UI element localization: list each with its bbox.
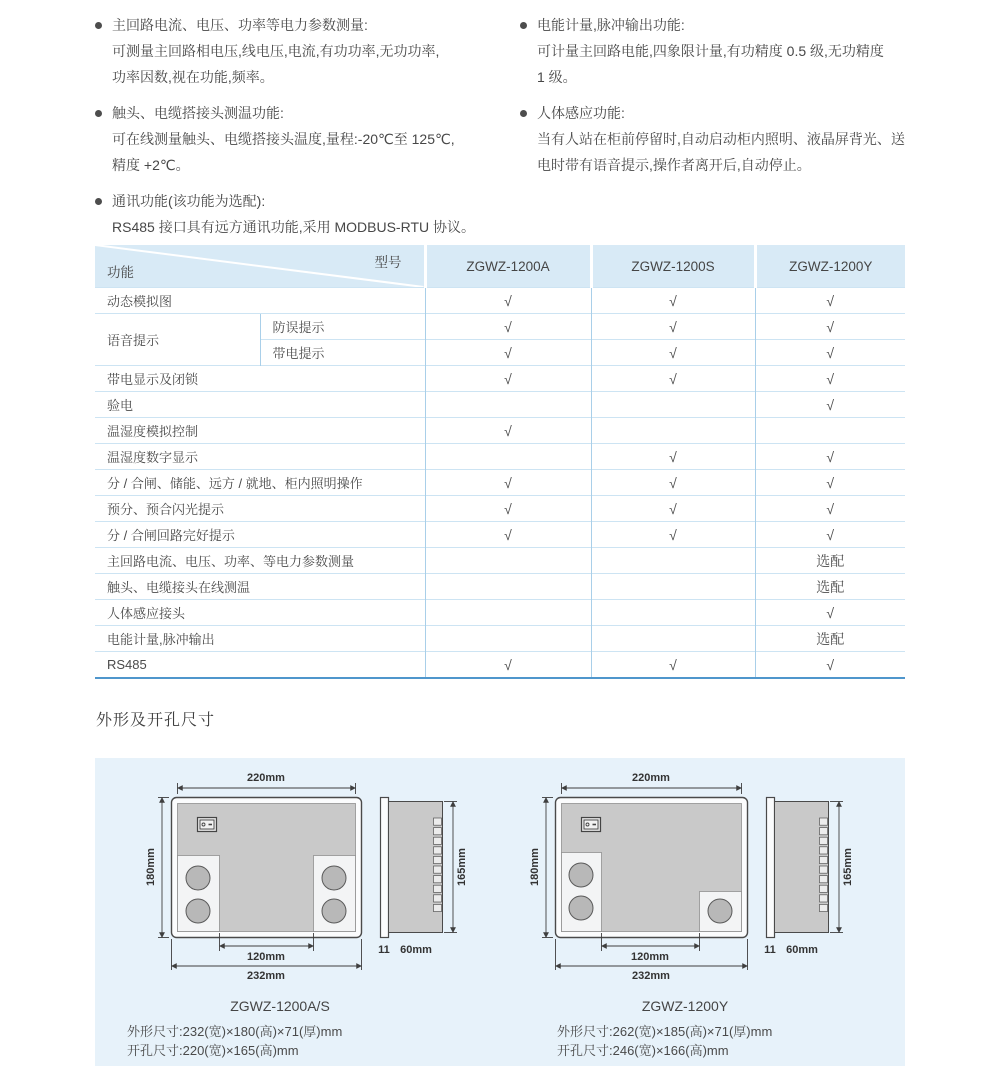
button-hole [322,899,346,923]
feature-text [537,100,905,178]
table-row [95,600,905,626]
check-mark: √ [425,418,591,444]
model-name: ZGWZ-1200Y [641,998,729,1014]
feature-item [95,100,515,178]
check-mark: √ [591,366,755,392]
row-label: 带电显示及闭锁 [95,366,425,392]
table-row [95,314,905,340]
row-label: 温湿度数字显示 [95,444,425,470]
feature-line: 可计量主回路电能,四象限计量,有功精度 0.5 级,无功精度 [537,43,884,59]
check-mark: √ [425,366,591,392]
dim-front-height: 180mm [145,848,157,886]
feature-line: 精度 +2℃。 [112,157,190,173]
row-label: 分 / 合闸、储能、远方 / 就地、柜内照明操作 [95,470,425,496]
empty-cell [591,392,755,418]
check-mark: √ [591,288,755,314]
row-label: 温湿度模拟控制 [95,418,425,444]
feature-text [537,12,884,90]
check-mark: √ [755,652,905,679]
bullet-icon [95,110,102,117]
dim-cutout-height: 165mm [456,848,468,886]
empty-cell [591,600,755,626]
bullet-icon [520,110,527,117]
dim-depth: 60mm [400,944,432,956]
column-header-zgwz-1200a: ZGWZ-1200A [425,245,591,288]
dim-front-height: 180mm [529,848,541,886]
table-row [95,366,905,392]
row-label: 验电 [95,392,425,418]
feature-item [95,12,515,90]
technical-drawing-zgwz-1200as [140,770,480,982]
feature-line: RS485 接口具有远方通讯功能,采用 MODBUS-RTU 协议。 [112,219,475,235]
check-mark: √ [755,340,905,366]
check-mark: √ [755,470,905,496]
bullet-icon [520,22,527,29]
row-label: 分 / 合闸回路完好提示 [95,522,425,548]
feature-text [112,100,455,178]
row-label: 带电提示 [260,340,425,366]
check-mark: √ [425,470,591,496]
table-row [95,496,905,522]
check-mark: √ [755,392,905,418]
dim-total-width: 232mm [632,970,670,982]
empty-cell [425,574,591,600]
caption-zgwz-1200y [545,998,825,1060]
feature-title: 人体感应功能: [537,105,625,121]
feature-title: 触头、电缆搭接头测温功能: [112,105,284,121]
cutout-size: 开孔尺寸:220(宽)×165(高)mm [127,1043,299,1058]
check-mark: √ [591,522,755,548]
caption-zgwz-1200as [115,998,445,1060]
feature-text [112,12,439,90]
technical-drawing-zgwz-1200y [520,770,870,982]
button-hole [708,899,732,923]
feature-line: 当有人站在柜前停留时,自动启动柜内照明、液晶屏背光、送 [537,131,905,147]
empty-cell [425,548,591,574]
feature-item [520,12,945,90]
empty-cell [425,600,591,626]
check-mark: √ [755,366,905,392]
check-mark: √ [425,496,591,522]
table-row [95,652,905,679]
corner-function-label: 功能 [107,265,134,280]
empty-cell [591,548,755,574]
side-flange [381,798,389,938]
check-mark: √ [591,444,755,470]
section-title-dimensions: 外形及开孔尺寸 [96,712,216,729]
check-mark: √ [755,288,905,314]
dim-front-width: 220mm [632,772,670,784]
empty-cell [591,418,755,444]
table-row [95,418,905,444]
dim-cutout-height: 165mm [842,848,854,886]
row-label: 人体感应接头 [95,600,425,626]
power-switch-icon [582,818,601,832]
model-comparison-table [95,245,905,679]
table-row [95,522,905,548]
dim-depth: 60mm [786,944,818,956]
check-mark: √ [755,314,905,340]
check-mark: √ [591,652,755,679]
check-mark: √ [591,496,755,522]
check-mark: √ [425,314,591,340]
feature-line: 可测量主回路相电压,线电压,电流,有功功率,无功功率, [112,43,440,59]
dim-hole-span: 120mm [631,951,669,963]
check-mark: √ [425,340,591,366]
cutout-size: 开孔尺寸:246(宽)×166(高)mm [557,1043,729,1058]
feature-title: 通讯功能(该功能为选配): [112,193,266,209]
button-hole [186,866,210,890]
feature-line: 功率因数,视在功能,频率。 [112,69,274,85]
bullet-icon [95,198,102,205]
corner-header-cell [95,245,425,288]
column-header-zgwz-1200s: ZGWZ-1200S [591,245,755,288]
row-label: 防误提示 [260,314,425,340]
bullet-icon [95,22,102,29]
button-hole [322,866,346,890]
button-hole [569,863,593,887]
button-hole [186,899,210,923]
outline-size: 外形尺寸:262(宽)×185(高)×71(厚)mm [557,1024,773,1039]
table-row [95,444,905,470]
dim-hole-span: 120mm [247,951,285,963]
feature-line: 可在线测量触头、电缆搭接头温度,量程:-20℃至 125℃, [112,131,455,147]
table-row [95,626,905,652]
button-hole [569,896,593,920]
empty-cell [425,444,591,470]
row-label: 主回路电流、电压、功率、等电力参数测量 [95,548,425,574]
corner-model-label: 型号 [374,255,402,270]
dim-flange-thickness: 11 [764,944,776,956]
feature-list-right [520,12,945,188]
dim-front-width: 220mm [247,772,285,784]
feature-item [95,188,515,240]
power-switch-icon [198,818,217,832]
column-header-zgwz-1200y: ZGWZ-1200Y [755,245,905,288]
table-row [95,470,905,496]
row-label: 电能计量,脉冲输出 [95,626,425,652]
check-mark: √ [425,652,591,679]
check-mark: √ [755,522,905,548]
feature-text [112,188,475,240]
check-mark: √ [425,288,591,314]
optional-badge: 选配 [755,574,905,600]
table-row [95,574,905,600]
empty-cell [425,392,591,418]
side-flange [767,798,775,938]
check-mark: √ [755,496,905,522]
optional-badge: 选配 [755,548,905,574]
row-label: 触头、电缆接头在线测温 [95,574,425,600]
empty-cell [755,418,905,444]
table-row [95,288,905,314]
row-label: 动态模拟图 [95,288,425,314]
row-label: 预分、预合闪光提示 [95,496,425,522]
empty-cell [425,626,591,652]
table-header-row [95,245,905,288]
optional-badge: 选配 [755,626,905,652]
check-mark: √ [591,314,755,340]
outline-size: 外形尺寸:232(宽)×180(高)×71(厚)mm [127,1024,343,1039]
row-label: 语音提示 [95,314,260,366]
check-mark: √ [755,600,905,626]
model-name: ZGWZ-1200A/S [230,998,330,1014]
table-row [95,392,905,418]
feature-line: 电时带有语音提示,操作者离开后,自动停止。 [537,157,811,173]
empty-cell [591,626,755,652]
check-mark: √ [425,522,591,548]
check-mark: √ [591,470,755,496]
dim-flange-thickness: 11 [378,944,390,956]
dimensions-panel [95,758,905,1066]
dim-total-width: 232mm [247,970,285,982]
matrix-tbody [95,288,905,679]
feature-title: 主回路电流、电压、功率等电力参数测量: [112,17,368,33]
row-label: RS485 [95,652,425,679]
check-mark: √ [755,444,905,470]
feature-title: 电能计量,脉冲输出功能: [537,17,685,33]
feature-item [520,100,945,178]
feature-line: 1 级。 [537,69,577,85]
check-mark: √ [591,340,755,366]
table-row [95,548,905,574]
feature-list-left [95,12,515,250]
empty-cell [591,574,755,600]
